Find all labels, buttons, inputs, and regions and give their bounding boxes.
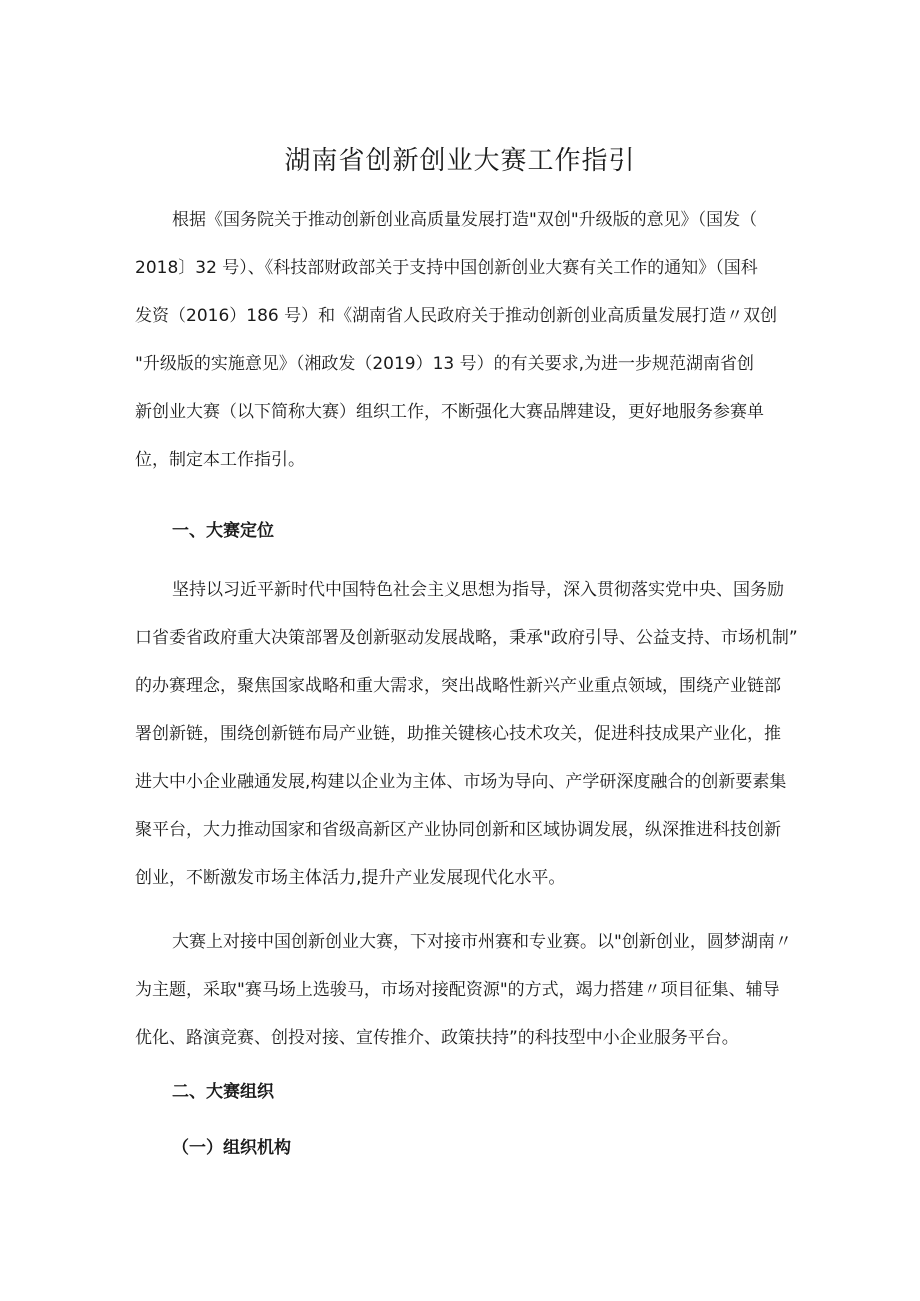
paragraph-line: 进大中小企业融通发展,构建以企业为主体、市场为导向、产学研深度融合的创新要素集 bbox=[135, 772, 787, 792]
paragraph-line: 为主题，采取"赛马场上选骏马，市场对接配资源"的方式，竭力搭建〃项目征集、辅导 bbox=[135, 980, 780, 1000]
section-heading: 二、大赛组织 bbox=[172, 1082, 274, 1102]
document-title: 湖南省创新创业大赛工作指引 bbox=[284, 146, 636, 176]
subsection-heading: （一）组织机构 bbox=[172, 1138, 291, 1158]
paragraph-line: 聚平台，大力推动国家和省级高新区产业协同创新和区域协调发展，纵深推进科技创新 bbox=[135, 820, 781, 840]
paragraph-line: 的办赛理念，聚焦国家战略和重大需求，突出战略性新兴产业重点领域，围绕产业链部 bbox=[135, 676, 781, 696]
paragraph-line: 2018〕32 号）、《科技部财政部关于支持中国创新创业大赛有关工作的通知》（国科 bbox=[135, 258, 758, 278]
paragraph-line: 位，制定本工作指引。 bbox=[135, 450, 305, 470]
paragraph-line: 发资（2016）186 号）和《湖南省人民政府关于推动创新创业高质量发展打造〃双创 bbox=[135, 306, 778, 326]
paragraph-line: 根据《国务院关于推动创新创业高质量发展打造"双创"升级版的意见》（国发（ bbox=[172, 210, 758, 230]
positioning-paragraph bbox=[135, 566, 798, 902]
competition-paragraph bbox=[135, 918, 792, 1062]
paragraph-line: 口省委省政府重大决策部署及创新驱动发展战略，秉承"政府引导、公益支持、市场机制” bbox=[135, 628, 798, 648]
paragraph-line: 署创新链，围绕创新链布局产业链，助推关键核心技术攻关，促进科技成果产业化，推 bbox=[135, 724, 781, 744]
intro-paragraph bbox=[135, 196, 785, 484]
paragraph-line: "升级版的实施意见》（湘政发（2019）13 号）的有关要求,为进一步规范湖南省创 bbox=[135, 354, 755, 374]
paragraph-line: 优化、路演竞赛、创投对接、宣传推介、政策扶持”的科技型中小企业服务平台。 bbox=[135, 1028, 739, 1048]
section-heading: 一、大赛定位 bbox=[172, 521, 274, 541]
paragraph-line: 创业，不断激发市场主体活力,提升产业发展现代化水平。 bbox=[135, 868, 566, 888]
paragraph-line: 坚持以习近平新时代中国特色社会主义思想为指导，深入贯彻落实党中央、国务励 bbox=[172, 580, 784, 600]
paragraph-line: 新创业大赛（以下简称大赛）组织工作，不断强化大赛品牌建设，更好地服务参赛单 bbox=[135, 402, 764, 422]
paragraph-line: 大赛上对接中国创新创业大赛，下对接市州赛和专业赛。以"创新创业，圆梦湖南〃 bbox=[172, 932, 792, 952]
